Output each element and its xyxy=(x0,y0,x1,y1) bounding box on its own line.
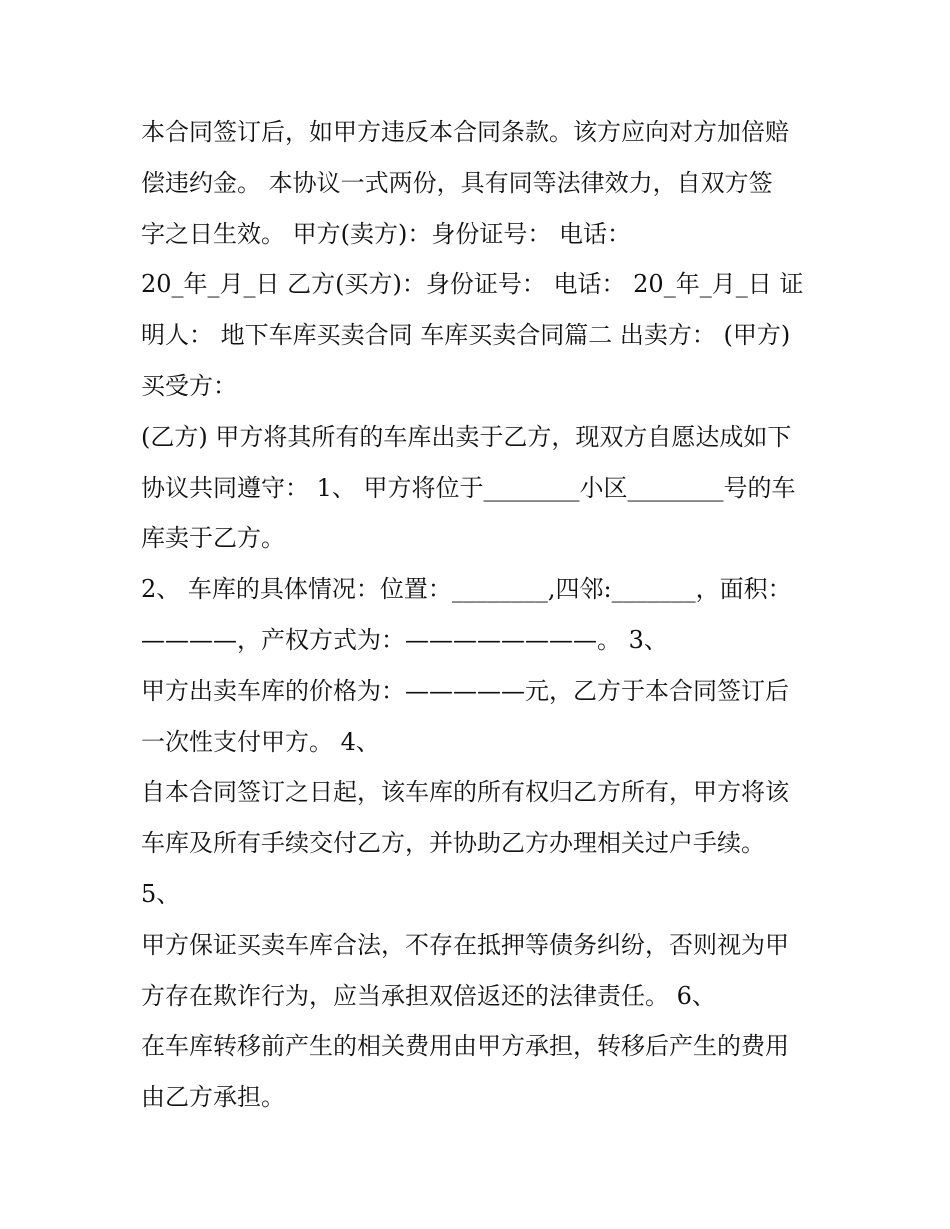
text-line: 字之日生效。 甲方(卖方)：身份证号： 电话： xyxy=(141,219,631,248)
text-line: 甲方保证买卖车库合法，不存在抵押等债务纠纷，否则视为甲 xyxy=(141,930,789,959)
text-line: 甲方出卖车库的价格为：—————元，乙方于本合同签订后 xyxy=(141,676,789,705)
text-line: 20_年_月_日 乙方(买方)：身份证号： 电话： 20_年_月_日 证 xyxy=(141,270,804,299)
text-line: 买受方： xyxy=(141,371,237,400)
text-line: 明人： 地下车库买卖合同 车库买卖合同篇二 出卖方： (甲方) xyxy=(141,321,791,350)
text-line: 一次性支付甲方。 4、 xyxy=(141,727,380,756)
text-line: 协议共同遵守： 1、 甲方将位于________小区________号的车 xyxy=(141,473,796,502)
text-line: 自本合同签订之日起，该车库的所有权归乙方所有，甲方将该 xyxy=(141,778,789,807)
text-line: (乙方) 甲方将其所有的车库出卖于乙方，现双方自愿达成如下 xyxy=(141,422,792,451)
text-line: 由乙方承担。 xyxy=(141,1083,285,1112)
text-line: 偿违约金。 本协议一式两份，具有同等法律效力，自双方签 xyxy=(141,168,773,197)
text-line: 本合同签订后，如甲方违反本合同条款。该方应向对方加倍赔 xyxy=(141,118,789,146)
text-line: 5、 xyxy=(141,879,181,908)
text-line: 方存在欺诈行为，应当承担双倍返还的法律责任。 6、 xyxy=(141,981,716,1010)
text-line: ————，产权方式为：————————。 3、 xyxy=(141,625,668,654)
text-line: 车库及所有手续交付乙方，并协助乙方办理相关过户手续。 xyxy=(141,829,765,858)
text-line: 库卖于乙方。 xyxy=(141,524,285,553)
text-line: 在车库转移前产生的相关费用由甲方承担，转移后产生的费用 xyxy=(141,1032,789,1061)
document-body xyxy=(141,107,821,1123)
text-line: 2、 车库的具体情况：位置：________,四邻:_______，面积： xyxy=(141,575,792,604)
